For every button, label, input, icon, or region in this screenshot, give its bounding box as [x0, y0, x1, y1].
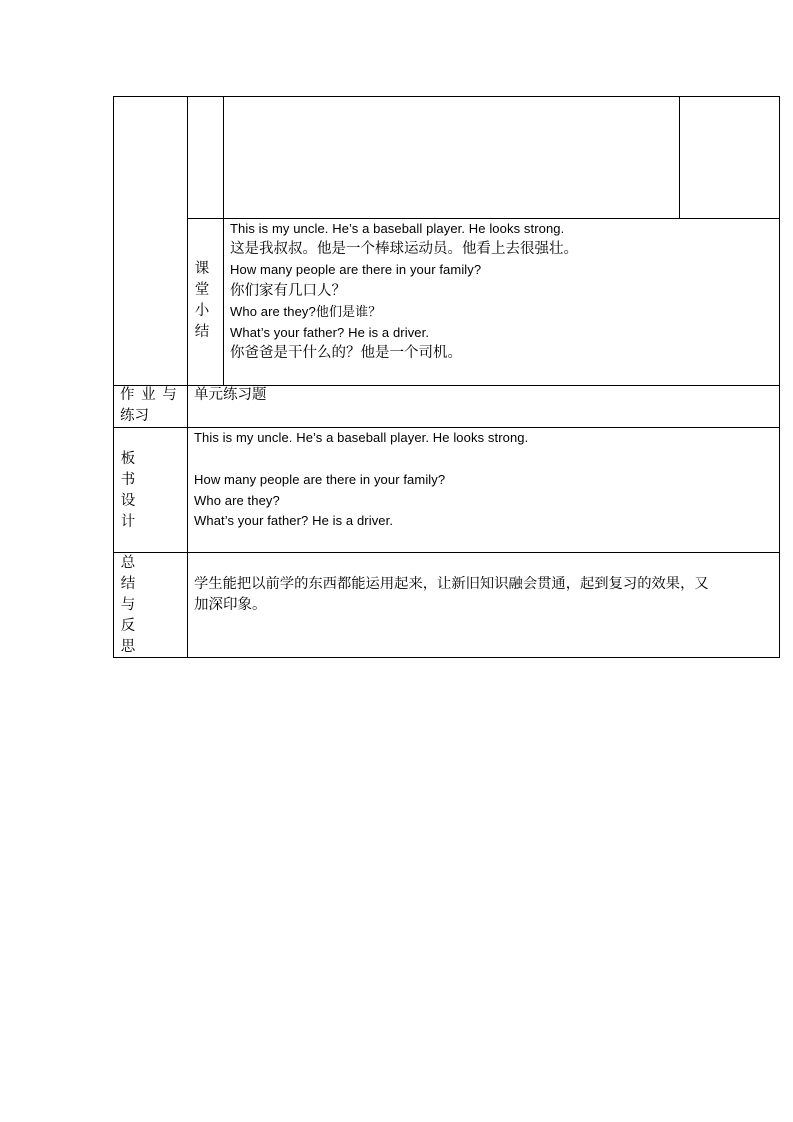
border-left: [113, 96, 114, 658]
board-label-char: 设: [120, 493, 136, 509]
border-right: [779, 96, 780, 658]
border-bottom: [113, 657, 780, 658]
review-line: 你爸爸是干什么的？他是一个司机。: [230, 345, 462, 361]
reflection-label-char: 思: [120, 639, 136, 655]
reflection-label-char: 结: [120, 576, 136, 592]
border-top-right-cell: [679, 96, 680, 219]
review-line: What’s your father? He is a driver.: [230, 325, 430, 340]
border-label-column: [187, 96, 188, 658]
review-line: 你们家有几口人？: [230, 283, 346, 299]
review-line: Who are they?他们是谁？: [230, 304, 382, 319]
border-inner-row-divider: [187, 218, 780, 219]
board-label-char: 计: [120, 514, 136, 530]
review-label: [192, 259, 212, 343]
review-label-char: 小: [194, 303, 210, 319]
reflection-label-char: 总: [120, 555, 136, 571]
border-row-homework-top: [113, 385, 780, 386]
review-line: How many people are there in your family?: [230, 262, 482, 277]
board-line: How many people are there in your family?: [194, 472, 446, 487]
border-row-reflection-top: [113, 552, 780, 553]
review-line: 这是我叔叔。他是一个棒球运动员。他看上去很强壮。: [230, 241, 578, 257]
review-label-char: 课: [194, 261, 210, 277]
board-line: Who are they?: [194, 493, 280, 508]
reflection-label-char: 与: [120, 597, 136, 613]
reflection-label-char: 反: [120, 618, 136, 634]
reflection-content-line1: 学生能把以前学的东西都能运用起来，让新旧知识融会贯通，起到复习的效果，又: [194, 576, 709, 592]
board-label-char: 板: [120, 451, 136, 467]
review-label-char: 结: [194, 324, 210, 340]
board-line: What’s your father? He is a driver.: [194, 513, 394, 528]
border-sub-label-column: [223, 96, 224, 386]
board-label: [118, 449, 138, 533]
border-row-board-top: [113, 427, 780, 428]
reflection-label: [118, 553, 138, 658]
homework-content: 单元练习题: [194, 387, 267, 403]
review-label-char: 堂: [194, 282, 210, 298]
review-line: This is my uncle. He’s a baseball player. He looks strong.: [230, 221, 565, 236]
reflection-content-line2: 加深印象。: [194, 597, 267, 613]
board-line: This is my uncle. He’s a baseball player. He looks strong.: [194, 430, 529, 445]
homework-label-line2: 练习: [120, 408, 149, 424]
homework-label-line1: 作 业 与: [120, 387, 178, 403]
board-label-char: 书: [120, 472, 136, 488]
